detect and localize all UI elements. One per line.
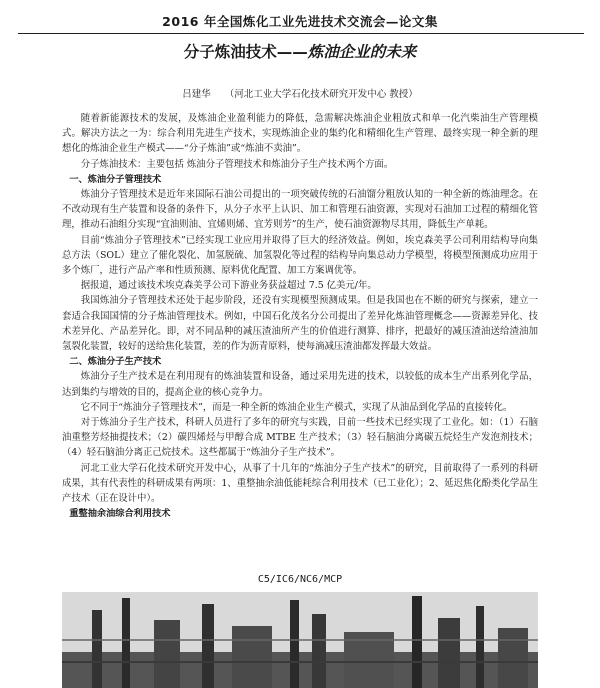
author-line [0, 86, 600, 100]
section1-paragraph: 我国炼油分子管理技术还处于起步阶段，还没有实现模型预测成果。但是我国也在不断的研究与探索，建立一套适合我国国情的分子炼油管理技术。例如，中国石化茂名分公司提出了差异化炼油管理概念——资源差异化、技术差异化、产品差异化。即，对不同品种的减压渣油所产生的价值进行测算、排序，把最好的减压渣油送给渣油加氢裂化装置，较好的送给焦化装置，差的作为沥青原料，使每滴减压渣油都发挥最大效益。 [62, 295, 538, 353]
section2-paragraph: 炼油分子生产技术是在利用现有的炼油装置和设备，通过采用先进的技术，以较低的成本生产出系列化学品，达到集约与增效的目的，提高企业的核心竞争力。 [62, 371, 538, 398]
section1-paragraph: 据报道，通过该技术埃克森美孚公司下游业务获益超过 7.5 亿美元/年。 [80, 280, 377, 292]
section-heading-1: 一、炼油分子管理技术 [69, 173, 162, 185]
overview-paragraph: 分子炼油技术：主要包括 炼油分子管理技术和炼油分子生产技术两个方面。 [80, 158, 394, 170]
figure-label: C5/IC6/NC6/MCP [257, 574, 343, 585]
author-name: 吕建华 [182, 89, 211, 100]
author-affiliation: （河北工业大学石化技术研究开发中心 教授） [224, 89, 418, 100]
section1-paragraph: 目前“炼油分子管理技术”已经实现工业应用并取得了巨大的经济效益。例如，埃克森美孚公司利用结构导向集总方法（SOL）建立了催化裂化、加氢脱硫、加氢裂化等过程的结构导向集总动力学模型，将模型预测成功应用于多个炼厂，进行产品产率和性质预测、原料优化配置、加工方案调优等。 [62, 234, 538, 277]
abstract-paragraph: 随着新能源技术的发展，及炼油企业盈利能力的降低，急需解决炼油企业粗放式和单一化汽柴油生产管理模式。解决方法之一为：综合利用先进生产技术，实现炼油企业的集约化和精细化生产管理、最终实现一种全新的理想化的炼油企业生产模式——“分子炼油”或“炼油不卖油”。 [62, 113, 538, 155]
paper-title [0, 40, 600, 62]
running-header: 2016 年全国炼化工业先进技术交流会—论文集 [162, 14, 438, 29]
subsection-heading: 重整抽余油综合利用技术 [69, 508, 171, 520]
refinery-photo [62, 592, 538, 688]
title-main: 分子炼油技术—— [183, 43, 308, 61]
paper-body [62, 111, 538, 521]
section2-paragraph: 对于炼油分子生产技术，科研人员进行了多年的研究与实践，目前一些技术已经实现了工业化。如：（1）石脑油重整芳烃抽提技术；（2）碳四烯烃与甲醇合成 MTBE 生产技术；（3）轻石脑油分离碳五烷烃生产发泡剂技术；（4）轻石脑油分离正己烷技术。这些都属于“炼油分子生产技术”。 [62, 417, 538, 459]
refinery-silhouette [62, 592, 538, 688]
section2-paragraph: 它不同于“炼油分子管理技术”，而是一种全新的炼油企业生产模式，实现了从油品到化学品的直接转化。 [80, 401, 513, 413]
header-divider [18, 33, 584, 34]
title-subtitle: 炼油企业的未来 [307, 43, 417, 61]
section2-paragraph: 河北工业大学石化技术研究开发中心，从事了十几年的“炼油分子生产技术”的研究，目前取得了一系列的科研成果，其有代表性的科研成果有两项：1、重整抽余油低能耗综合利用技术（已工业化）；2、延迟焦化酚类化学品生产技术（正在设计中）。 [62, 462, 538, 505]
section1-paragraph: 炼油分子管理技术是近年来国际石油公司提出的一项突破传统的石油馏分粗放认知的一种全新的炼油理念。在不改动现有生产装置和设备的条件下，从分子水平上认识、加工和管理石油资源，实现对石油加工过程的精细化管理，推动石油组分实现“宜油则油、宜烯则烯、宜芳则芳”的生产，使石油资源物尽其用，降低生产单耗。 [62, 189, 538, 231]
section-heading-2: 二、炼油分子生产技术 [69, 356, 162, 368]
